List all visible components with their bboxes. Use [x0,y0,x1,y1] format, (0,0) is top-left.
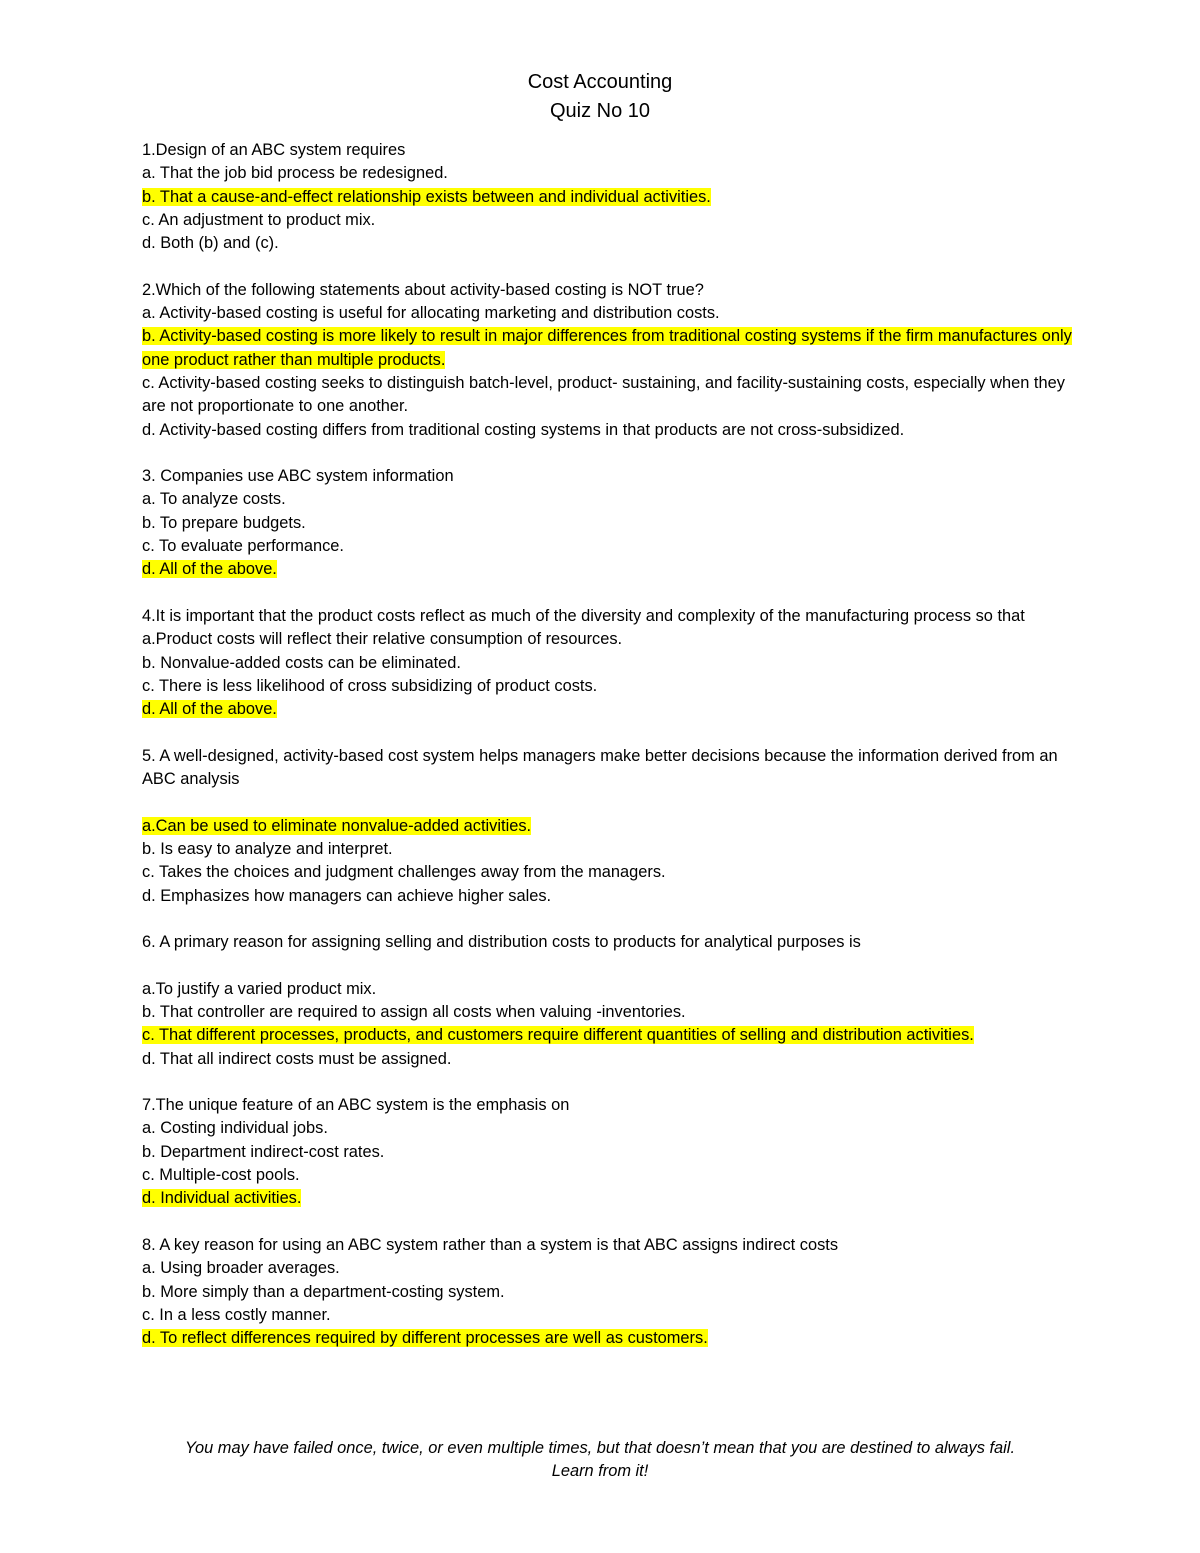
answer-option-text: c. In a less costly manner. [142,1305,331,1324]
question-4 [142,605,1072,721]
answer-option [142,675,1072,698]
answer-option-text: c. Takes the choices and judgment challenges away from the managers. [142,863,666,882]
question-6 [142,931,1072,1071]
question-3 [142,465,1072,581]
answer-option-text: c. Multiple-cost pools. [142,1166,300,1185]
answer-option-text: a. Activity-based costing is useful for allocating marketing and distribution costs. [142,304,720,323]
answer-option-highlighted [142,558,1072,581]
question-text: 6. A primary reason for assigning selling and distribution costs to products for analytical purposes is [142,933,861,952]
answer-option [142,302,1072,325]
answer-option [142,1001,1072,1024]
answer-option-text: d. That all indirect costs must be assigned. [142,1049,452,1068]
answer-option-text: a. That the job bid process be redesigned. [142,164,448,183]
answer-option [142,535,1072,558]
answer-option [142,652,1072,675]
answer-option-text: a. Costing individual jobs. [142,1119,328,1138]
answer-option-text: a. To analyze costs. [142,490,286,509]
question-8 [142,1234,1072,1350]
answer-option-text: d. To reflect differences required by different processes are well as customers. [142,1329,708,1348]
footer-quote-line-1: You may have failed once, twice, or even multiple times, but that doesn’t mean that you are destined to always fail. [184,1439,1015,1457]
answer-option-text: d. Individual activities. [142,1189,302,1208]
answer-option-text: a.To justify a varied product mix. [142,979,377,998]
question-text: 8. A key reason for using an ABC system rather than a system is that ABC assigns indirect costs [142,1235,839,1254]
answer-option-highlighted [142,1187,1072,1210]
answer-option [142,488,1072,511]
answer-option-text: b. Activity-based costing is more likely to result in major differences from traditional costing systems if the firm manufactures only one product rather than multiple products. [142,327,1072,369]
question-text: 7.The unique feature of an ABC system is the emphasis on [142,1096,570,1115]
answer-option-text: d. Activity-based costing differs from traditional costing systems in that products are not cross-subsidized. [142,420,905,439]
answer-option-text: d. All of the above. [142,560,277,579]
question-text: 4.It is important that the product costs reflect as much of the diversity and complexity of the manufacturing process so that [142,606,1025,625]
answer-option-highlighted [142,1327,1072,1350]
answer-option-text: a.Product costs will reflect their relative consumption of resources. [142,630,623,649]
quiz-questions [142,139,1072,1374]
answer-option-text: d. Both (b) and (c). [142,234,279,253]
question-text: 5. A well-designed, activity-based cost system helps managers make better decisions because the information derived from an ABC analysis [142,746,1058,789]
answer-option [142,209,1072,232]
answer-option [142,1281,1072,1304]
answer-option-text: a. Using broader averages. [142,1259,340,1278]
question-text: 1.Design of an ABC system requires [142,141,406,159]
answer-option [142,1117,1072,1140]
answer-option [142,1164,1072,1187]
answer-option [142,1304,1072,1327]
question-7 [142,1094,1072,1210]
answer-option-highlighted [142,1024,1072,1047]
answer-option [142,232,1072,255]
footer-quote-line-2: Learn from it! [551,1462,649,1481]
answer-option [142,419,1072,442]
answer-option [142,512,1072,535]
answer-option-highlighted [142,698,1072,721]
question-text: 3. Companies use ABC system information [142,467,454,486]
document-title: Cost Accounting [527,71,673,93]
answer-option [142,861,1072,884]
answer-option [142,838,1072,861]
answer-option [142,1048,1072,1071]
answer-option-text: b. That controller are required to assign all costs when valuing -inventories. [142,1002,686,1021]
answer-option-text: c. To evaluate performance. [142,537,344,556]
answer-option-text: b. To prepare budgets. [142,513,306,532]
question-5 [142,745,1072,908]
answer-option-highlighted [142,815,1072,838]
answer-option [142,372,1072,419]
document-subtitle: Quiz No 10 [549,100,651,122]
answer-option-text: c. Activity-based costing seeks to distinguish batch-level, product- sustaining, and facility-sustaining costs, especially when they are not proportionate to one another. [142,373,1065,416]
answer-option-text: b. Nonvalue-added costs can be eliminated. [142,653,461,672]
answer-option [142,1141,1072,1164]
answer-option [142,628,1072,651]
footer-quote [0,1437,1200,1484]
question-1 [142,139,1072,255]
answer-option-text: b. That a cause-and-effect relationship exists between and individual activities. [142,187,711,206]
answer-option-highlighted [142,186,1072,209]
answer-option-text: c. An adjustment to product mix. [142,210,376,229]
answer-option-highlighted [142,325,1072,372]
question-text: 2.Which of the following statements about activity-based costing is NOT true? [142,280,704,299]
answer-option-text: b. More simply than a department-costing system. [142,1282,505,1301]
answer-option-text: a.Can be used to eliminate nonvalue-added activities. [142,816,532,835]
question-2 [142,279,1072,442]
answer-option-text: c. There is less likelihood of cross subsidizing of product costs. [142,676,598,695]
answer-option-text: b. Is easy to analyze and interpret. [142,839,393,858]
answer-option-text: c. That different processes, products, and customers require different quantities of selling and distribution activities. [142,1026,974,1045]
answer-option-text: b. Department indirect-cost rates. [142,1142,385,1161]
answer-option [142,885,1072,908]
answer-option-text: d. Emphasizes how managers can achieve higher sales. [142,886,552,905]
answer-option [142,978,1072,1001]
answer-option [142,1257,1072,1280]
answer-option [142,162,1072,185]
answer-option-text: d. All of the above. [142,700,277,719]
